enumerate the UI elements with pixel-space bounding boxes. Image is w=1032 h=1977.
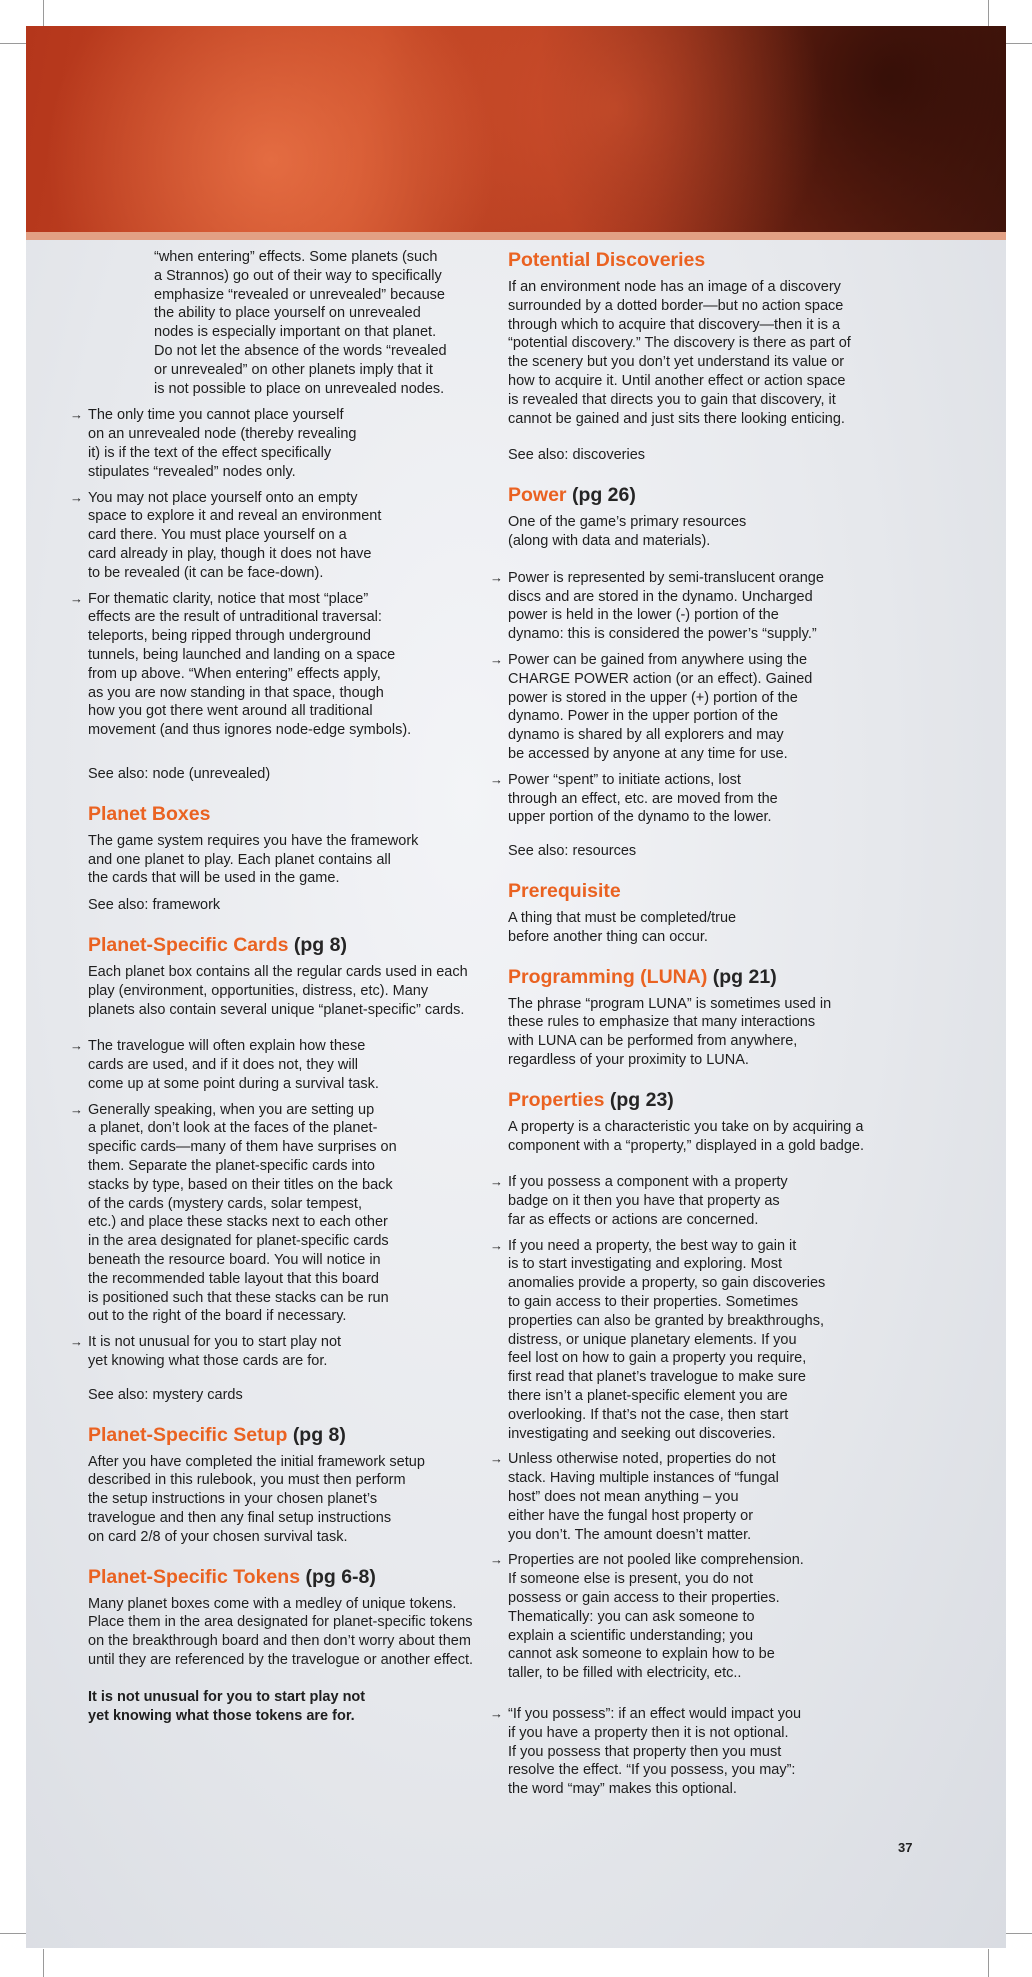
page-number: 37 (898, 1840, 913, 1855)
entry-title-planet-specific-setup: Planet-Specific Setup (pg 8) (88, 1423, 346, 1446)
list-item: → If you possess a component with a property badge on it then you have that property as far as effects or actions are concerned. (508, 1173, 920, 1229)
entry-body: A property is a characteristic you take on by acquiring a component with a “property,” displayed in a gold badge. (508, 1118, 865, 1154)
see-also-framework: See also: framework (88, 897, 221, 914)
planet-cards-bullets (88, 1037, 488, 1371)
see-also-resources: See also: resources (508, 843, 637, 860)
list-item: → You may not place yourself onto an empty space to explore it and reveal an environment card there. You must place yourself on a card already in play, though it does not have to be revealed (it can be face-down). (88, 489, 488, 583)
entry-title-properties: Properties (pg 23) (508, 1088, 674, 1111)
entry-body: After you have completed the initial framework setup described in this rulebook, you must then perform the setup instructions in your chosen planet’s travelogue and then any final setup instructions on card 2/8 of your chosen survival task. (88, 1453, 425, 1545)
entry-body: The phrase “program LUNA” is sometimes used in these rules to emphasize that many interactions with LUNA can be performed from anywhere, regardless of your proximity to LUNA. (508, 995, 832, 1068)
crop-mark (43, 1949, 44, 1977)
entry-title-power: Power (pg 26) (508, 484, 636, 507)
list-item: → Power is represented by semi-translucent orange discs and are stored in the dynamo. Uncharged power is held in the lower (-) portion of the dynamo: this is considered the power’s “supply.” (508, 569, 920, 644)
see-also-node: See also: node (unrevealed) (88, 765, 271, 782)
continuation-text: “when entering” effects. Some planets (such a Strannos) go out of their way to specifically emphasize “revealed or unrevealed” because the ability to place yourself on unrevealed nodes is especially important on that planet. Do not let the absence of the words “revealed or unrevealed” on other planets imply that it is not possible to place on unrevealed nodes. (154, 249, 447, 397)
list-item: → Power can be gained from anywhere using the CHARGE POWER action (or an effect). Gained power is stored in the upper (+) portion of the dynamo. Power in the upper portion of the dynamo is shared by all explorers and may be accessed by anyone at any time for use. (508, 651, 920, 764)
entry-body: Many planet boxes come with a medley of unique tokens. Place them in the area designated for planet-specific tokens on the breakthrough board and then don’t worry about them until they are referenced by the travelogue or another effect. (88, 1595, 474, 1669)
left-column (88, 248, 488, 1725)
entry-body: The game system requires you have the framework and one planet to play. Each planet contains all the cards that will be used in the game. (88, 832, 419, 887)
crop-mark (988, 0, 989, 28)
crop-mark (0, 1933, 28, 1934)
crop-mark (1004, 1933, 1032, 1934)
list-item: → It is not unusual for you to start play not yet knowing what those cards are for. (88, 1333, 488, 1371)
entry-body: One of the game’s primary resources (along with data and materials). (508, 514, 747, 549)
entry-body: If an environment node has an image of a discovery surrounded by a dotted border—but no action space through which to acquire that discovery—then it is a “potential discovery.” The discovery is there as part of the scenery but you don’t yet understand its value or how to acquire it. Until another effect or action space is revealed that directs you to gain that discovery, it cannot be gained and just sits there looking enticing. (508, 279, 851, 427)
list-item: → The only time you cannot place yourself on an unrevealed node (thereby revealing it) is if the text of the effect specifically stipulates “revealed” nodes only. (88, 406, 488, 481)
list-item: → “If you possess”: if an effect would impact you if you have a property then it is not optional. If you possess that property then you must resolve the effect. “If you possess, you may”: the word “may” makes this optional. (508, 1705, 920, 1799)
crop-mark (0, 43, 28, 44)
bold-note: It is not unusual for you to start play not yet knowing what those tokens are for. (88, 1688, 366, 1724)
properties-bullets (508, 1173, 920, 1799)
place-bullets (88, 406, 488, 740)
right-column (508, 248, 920, 1806)
entry-title-programming: Programming (LUNA) (pg 21) (508, 965, 777, 988)
see-also-discoveries: See also: discoveries (508, 447, 646, 464)
entry-title-prerequisite: Prerequisite (508, 879, 621, 902)
entry-body: Each planet box contains all the regular cards used in each play (environment, opportunities, distress, etc). Many planets also contain several unique “planet-specific” cards. (88, 963, 468, 1018)
entry-body: A thing that must be completed/true before another thing can occur. (508, 909, 737, 945)
entry-title-potential-discoveries: Potential Discoveries (508, 249, 706, 271)
banner-divider (26, 232, 1006, 240)
list-item: → The travelogue will often explain how these cards are used, and if it does not, they will come up at some point during a survival task. (88, 1037, 488, 1093)
list-item: → Power “spent” to initiate actions, lost through an effect, etc. are moved from the upper portion of the dynamo to the lower. (508, 771, 920, 827)
list-item: → Unless otherwise noted, properties do not stack. Having multiple instances of “fungal host” does not mean anything – you either have the fungal host property or you don’t. The amount doesn’t matter. (508, 1450, 920, 1544)
list-item: → If you need a property, the best way to gain it is to start investigating and exploring. Most anomalies provide a property, so gain discoveries to gain access to their properties. Sometimes properties can also be granted by breakthroughs, distress, or unique planetary elements. If you feel lost on how to gain a property you require, first read that planet’s travelogue to make sure there isn’t a planet-specific element you are overlooking. If that’s not the case, then start investigating and seeking out discoveries. (508, 1237, 920, 1444)
entry-title-planet-boxes: Planet Boxes (88, 802, 211, 825)
list-item: → Properties are not pooled like comprehension. If someone else is present, you do not possess or gain access to their properties. Thematically: you can ask someone to explain a scientific understanding; you cannot ask someone to explain how to be taller, to be filled with electricity, etc.. (508, 1551, 920, 1683)
list-item: → Generally speaking, when you are setting up a planet, don’t look at the faces of the planet- specific cards—many of them have surprises on them. Separate the planet-specific cards into stacks by type, based on their titles on the back of the cards (mystery cards, solar tempest, etc.) and place these stacks next to each other in the area designated for planet-specific cards beneath the resource board. You will notice in the recommended table layout that this board is positioned such that these stacks can be run out to the right of the board if necessary. (88, 1101, 488, 1327)
list-item: → For thematic clarity, notice that most “place” effects are the result of untraditional traversal: teleports, being ripped through underground tunnels, being launched and landing on a space from up above. “When entering” effects apply, as you are now standing in that space, though how you got there went around all traditional movement (and thus ignores node-edge symbols). (88, 590, 488, 740)
power-bullets (508, 569, 920, 827)
entry-title-planet-specific-cards: Planet-Specific Cards (pg 8) (88, 933, 347, 956)
crop-mark (1004, 43, 1032, 44)
nebula-banner (26, 26, 1006, 232)
crop-mark (43, 0, 44, 28)
see-also-mystery-cards: See also: mystery cards (88, 1386, 243, 1403)
entry-title-planet-specific-tokens: Planet-Specific Tokens (pg 6-8) (88, 1565, 376, 1588)
crop-mark (988, 1949, 989, 1977)
